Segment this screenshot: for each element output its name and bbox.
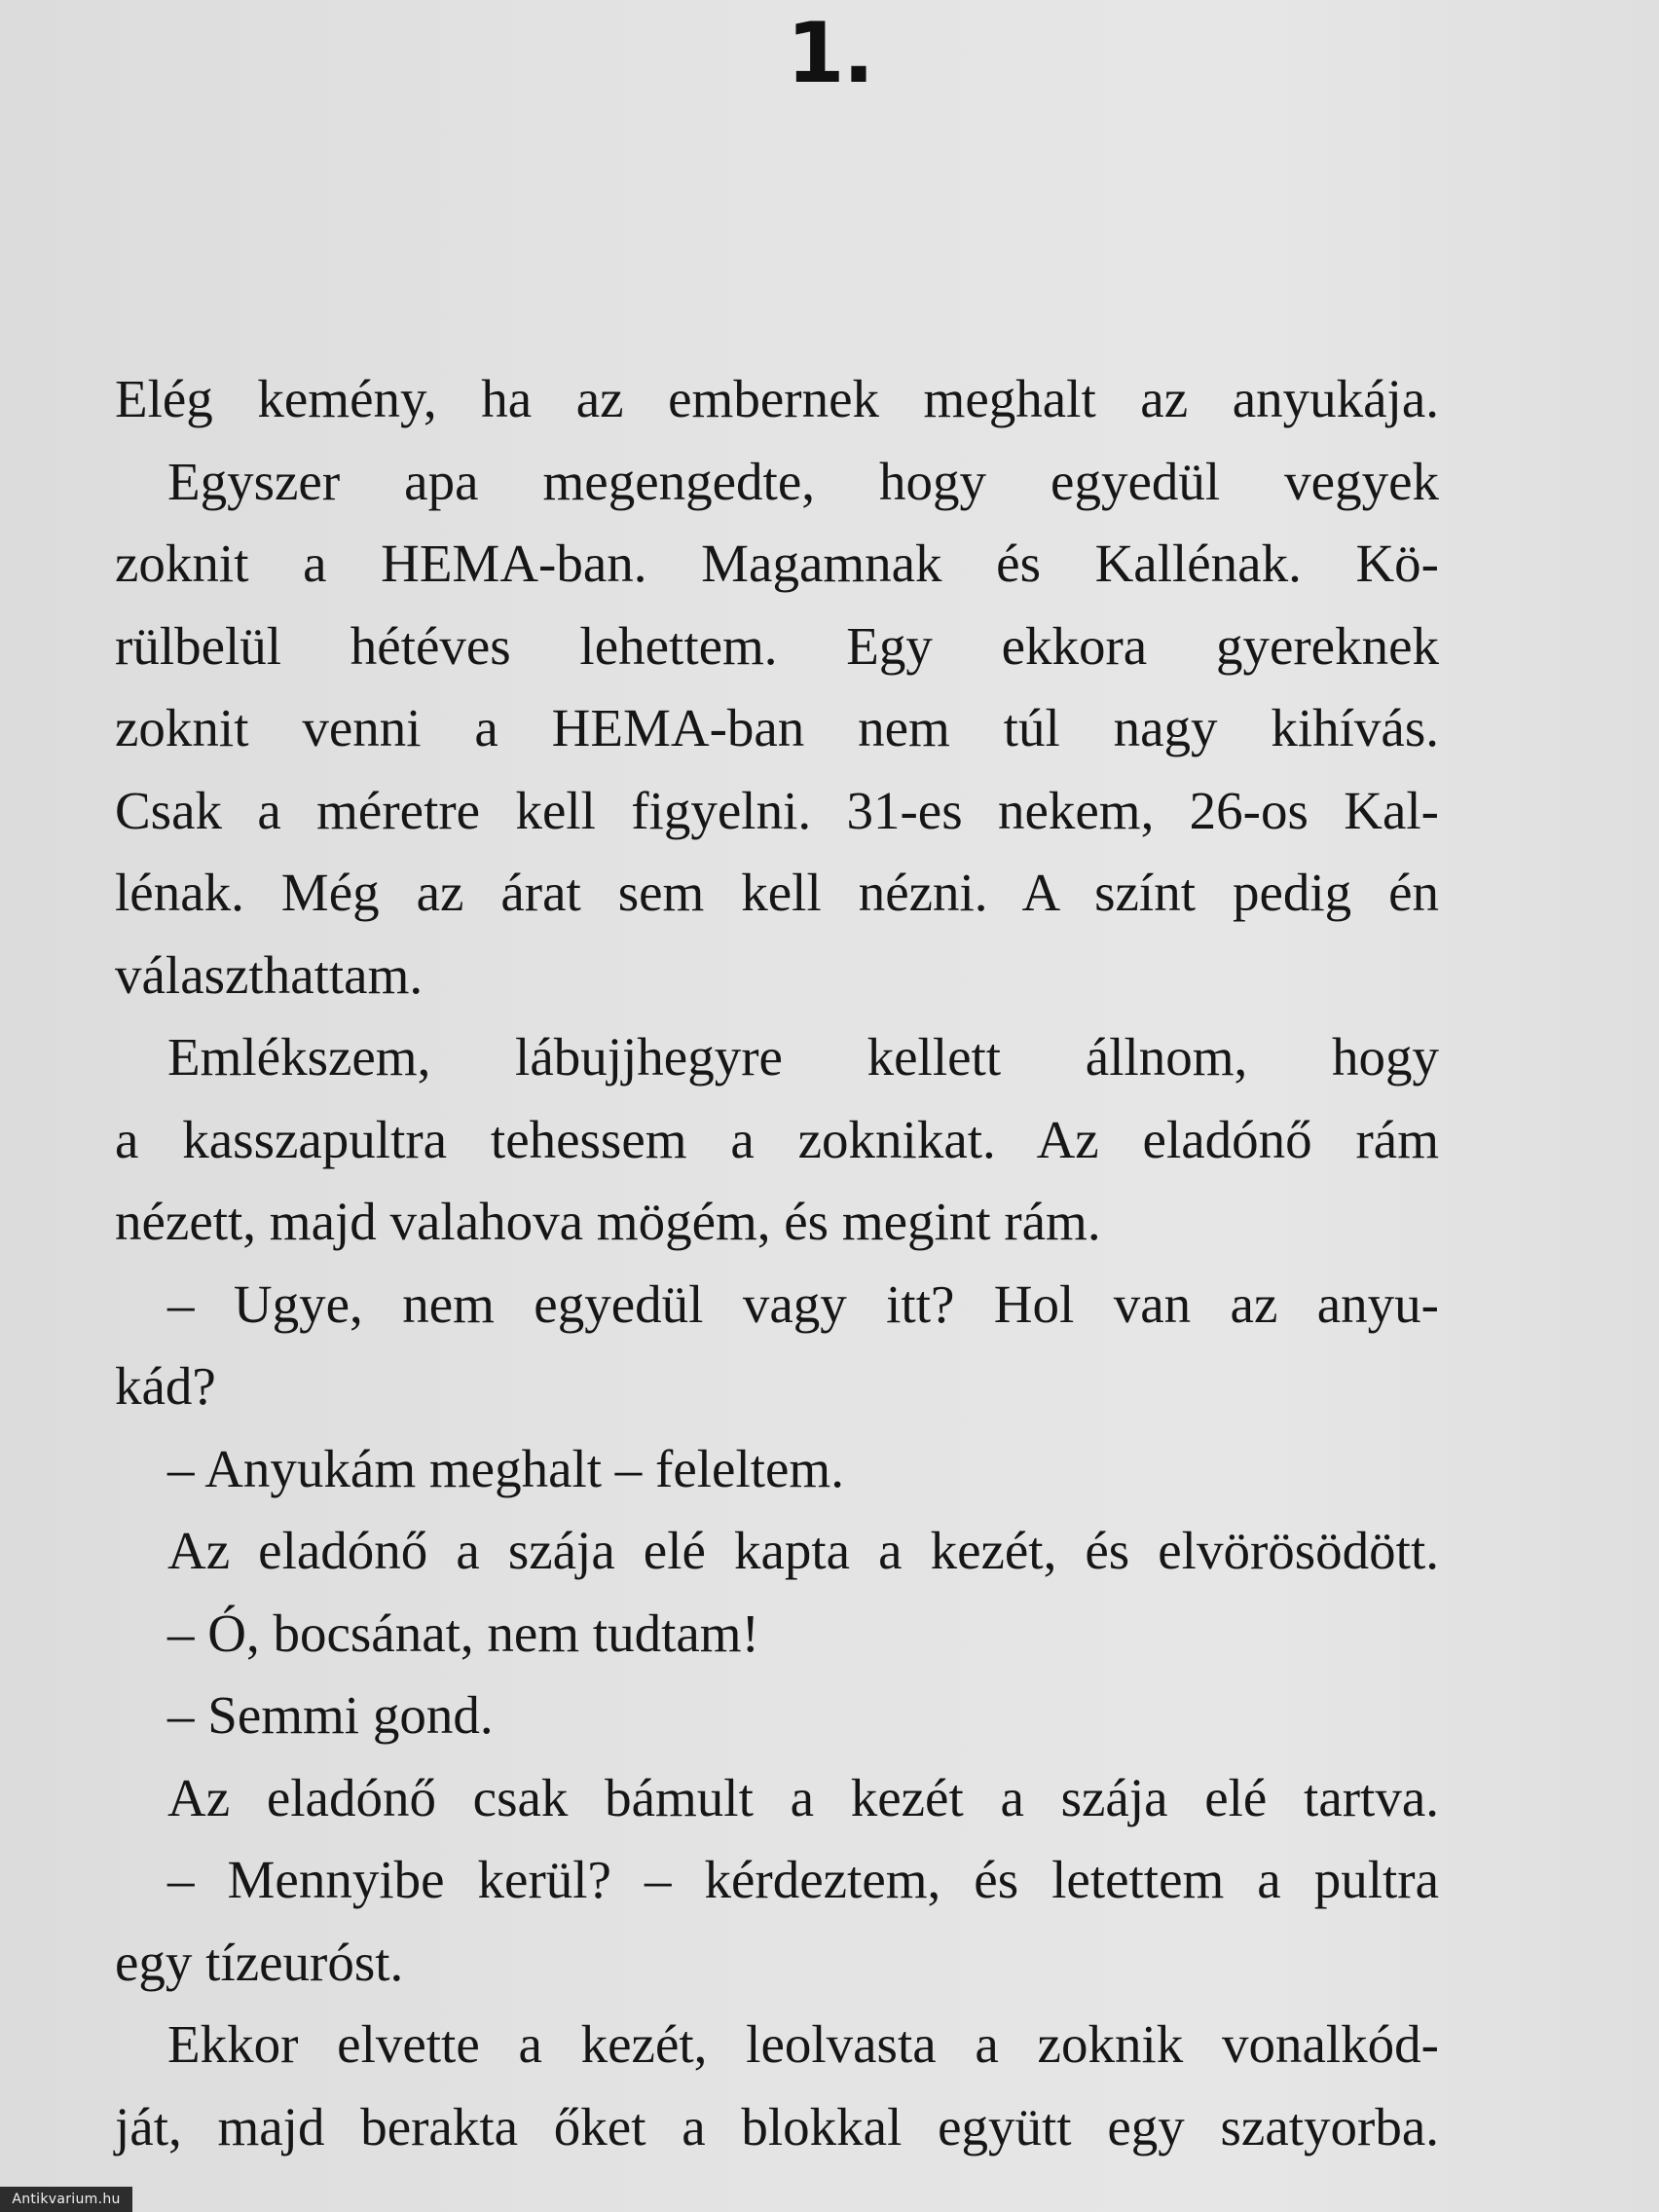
watermark: Antikvarium.hu (0, 2187, 132, 2212)
text-line: Ekkor elvette a kezét, leolvasta a zoknik vonalkód- (167, 2014, 1439, 2074)
text-line: – Ugye, nem egyedül vagy itt? Hol van az anyu- (167, 1273, 1439, 1334)
text-line: Elég kemény, ha az embernek meghalt az anyukája. (115, 369, 1439, 428)
text-line: – Anyukám meghalt – feleltem. (167, 1438, 844, 1498)
text-line: választhattam. (115, 944, 424, 1005)
text-line: Emlékszem, lábujjhegyre kellett állnom, hogy (167, 1027, 1439, 1087)
text-line: Egyszer apa megengedte, hogy egyedül vegyek (167, 451, 1439, 511)
text-line: Az eladónő a szája elé kapta a kezét, és elvörösödött. (167, 1521, 1439, 1580)
text-line: Az eladónő csak bámult a kezét a szája elé tartva. (167, 1767, 1439, 1827)
chapter-text (115, 358, 1439, 2168)
text-line: egy tízeuróst. (115, 1932, 404, 1992)
chapter-number: 1. (786, 5, 873, 102)
text-line: ját, majd berakta őket a blokkal együtt egy szatyorba. (115, 2096, 1439, 2157)
text-line: a kasszapultra tehessem a zoknikat. Az eladónő rám (115, 1109, 1439, 1169)
text-line: nézett, majd valahova mögém, és megint rám. (115, 1192, 1101, 1251)
text-line: – Ó, bocsánat, nem tudtam! (167, 1603, 759, 1663)
text-line: zoknit a HEMA-ban. Magamnak és Kallénak. Kö- (115, 534, 1439, 593)
text-line: – Mennyibe kerül? – kérdeztem, és letettem a pultra (167, 1850, 1439, 1909)
text-line: rülbelül hétéves lehettem. Egy ekkora gyereknek (115, 615, 1439, 676)
text-line: – Semmi gond. (167, 1685, 494, 1745)
text-line: Csak a méretre kell figyelni. 31-es nekem, 26-os Kal- (115, 780, 1439, 840)
text-line: zoknit venni a HEMA-ban nem túl nagy kihívás. (115, 698, 1439, 757)
text-line: lénak. Még az árat sem kell nézni. A színt pedig én (115, 863, 1439, 922)
text-line: kád? (115, 1356, 216, 1416)
